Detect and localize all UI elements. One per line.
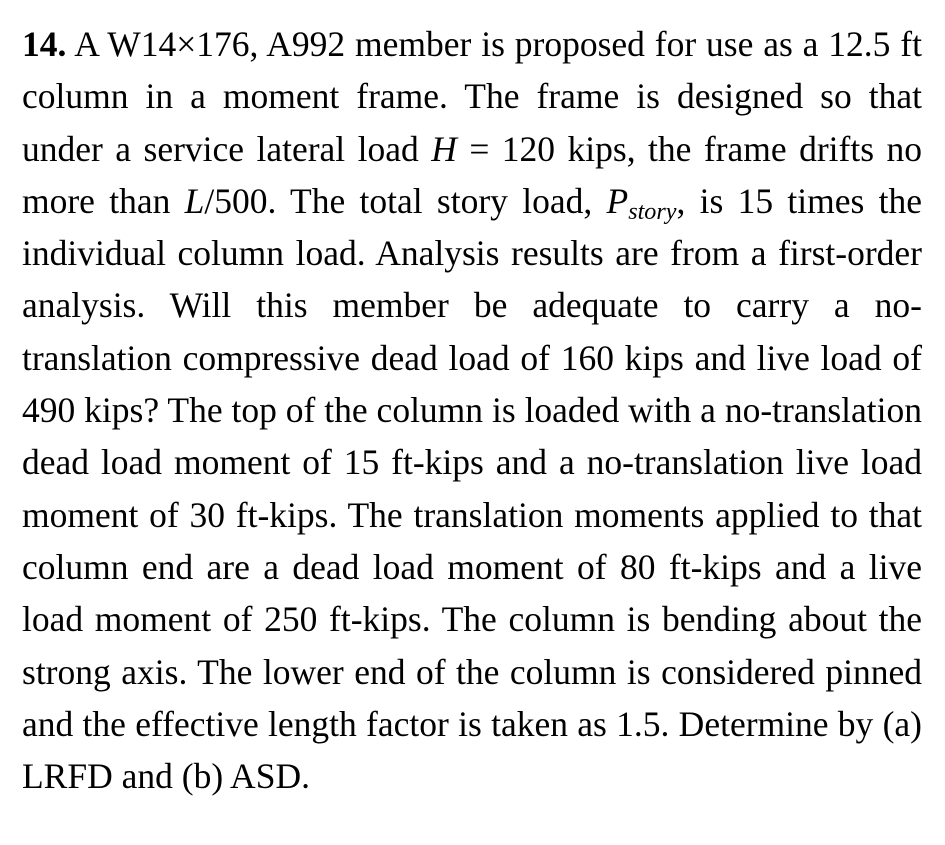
- problem-text-part-4: , is 15 times the individual column load. Analysis results are from a first-order analysis. Will this member be adequate to carry a no-translation compressive dead load of 160 kips and live load of 490 kips? The top of the column is loaded with a no-translation dead load moment of 15 ft-kips and a no-translation live load moment of 30 ft-kips. The translation moments applied to that column end are a dead load moment of 80 ft-kips and a live load moment of 250 ft-kips. The column is bending about the strong axis. The lower end of the column is considered pinned and the effective length factor is taken as 1.5. Determine by (a) LRFD and (b) ASD.: [22, 180, 922, 797]
- variable-h: H: [431, 128, 457, 169]
- problem-text-part-3: /500. The total story load,: [204, 180, 607, 221]
- subscript-story: story: [628, 197, 677, 225]
- problem-text-part-1: A W14×176, A992 member is proposed for use as a 12.5 ft column in a moment frame. The frame is designed so that under a service lateral load: [22, 24, 922, 169]
- problem-number: 14.: [22, 24, 67, 64]
- variable-l: L: [184, 180, 205, 221]
- problem-statement: [22, 18, 922, 802]
- problem-text-part-2: = 120 kips, the frame drifts no more than: [22, 128, 922, 221]
- variable-p: P: [606, 180, 629, 221]
